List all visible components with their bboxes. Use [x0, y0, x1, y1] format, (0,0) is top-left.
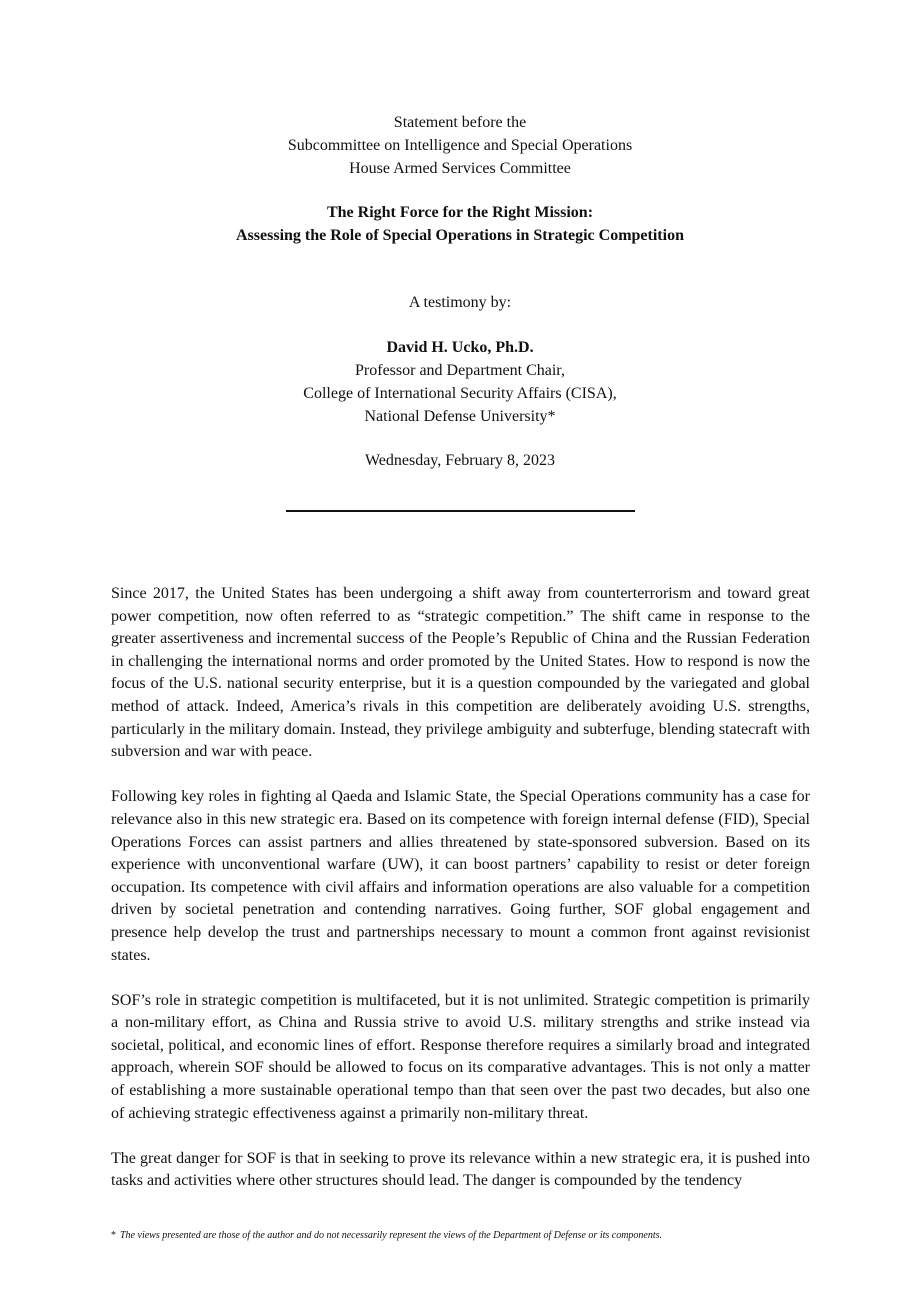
footnote-marker: * [111, 1230, 116, 1241]
statement-header [0, 111, 920, 180]
header-line-1: Statement before the [393, 114, 527, 131]
footnote [111, 1229, 811, 1243]
header-line-3: House Armed Services Committee [349, 160, 571, 177]
title-line-2: Assessing the Role of Special Operations in Strategic Competition [236, 227, 684, 244]
author-position: Professor and Department Chair, [355, 362, 565, 379]
body-paragraph-3: SOF’s role in strategic competition is multifaceted, but it is not unlimited. Strategic competition is primarily a non-military effort, as China and Russia strive to avoid U.S. military strengths and strike instead via societal, political, and economic lines of effort. Response therefore requires a similarly broad and integrated approach, wherein SOF should be allowed to focus on its comparative advantages. This is not only a matter of establishing a more sustainable operational tempo than that seen over the past two decades, but also one of achieving strategic effectiveness against a primarily non-military threat. [111, 991, 810, 1122]
document-title [0, 201, 920, 247]
author-college: College of International Security Affairs (CISA), [303, 385, 617, 402]
title-line-1: The Right Force for the Right Mission: [326, 204, 594, 221]
header-line-2: Subcommittee on Intelligence and Special Operations [287, 137, 633, 154]
author-block [0, 336, 920, 428]
body-text [111, 583, 810, 1216]
footnote-text: The views presented are those of the author and do not necessarily represent the views of the Department of Defense or its components. [120, 1230, 663, 1241]
testimony-label: A testimony by: [408, 294, 512, 311]
body-paragraph-1: Since 2017, the United States has been undergoing a shift away from counterterrorism and toward great power competition, now often referred to as “strategic competition.” The shift came in response to the greater assertiveness and incremental success of the People’s Republic of China and the Russian Federation in challenging the international norms and order promoted by the United States. How to respond is now the focus of the U.S. national security enterprise, but it is a question compounded by the variegated and global method of attack. Indeed, America’s rivals in this competition are deliberately avoiding U.S. strengths, particularly in the military domain. Instead, they privilege ambiguity and subterfuge, blending statecraft with subversion and war with peace. [111, 585, 810, 761]
testimony-date: Wednesday, February 8, 2023 [364, 452, 556, 469]
body-paragraph-4: The great danger for SOF is that in seeking to prove its relevance within a new strategic era, it is pushed into tasks and activities where other structures should lead. The danger is compounded by the tendency [111, 1149, 810, 1190]
author-name: David H. Ucko, Ph.D. [386, 339, 534, 356]
author-university: National Defense University* [364, 408, 556, 425]
section-divider [286, 510, 635, 512]
body-paragraph-2: Following key roles in fighting al Qaeda and Islamic State, the Special Operations community has a case for relevance also in this new strategic era. Based on its competence with foreign internal defense (FID), Special Operations Forces can assist partners and allies threatened by state-sponsored subversion. Based on its experience with unconventional warfare (UW), it can boost partners’ capability to resist or deter foreign occupation. Its competence with civil affairs and information operations are also valuable for a competition driven by societal penetration and contending narratives. Going further, SOF global engagement and presence help develop the trust and partnerships necessary to mount a common front against revisionist states. [111, 788, 810, 964]
